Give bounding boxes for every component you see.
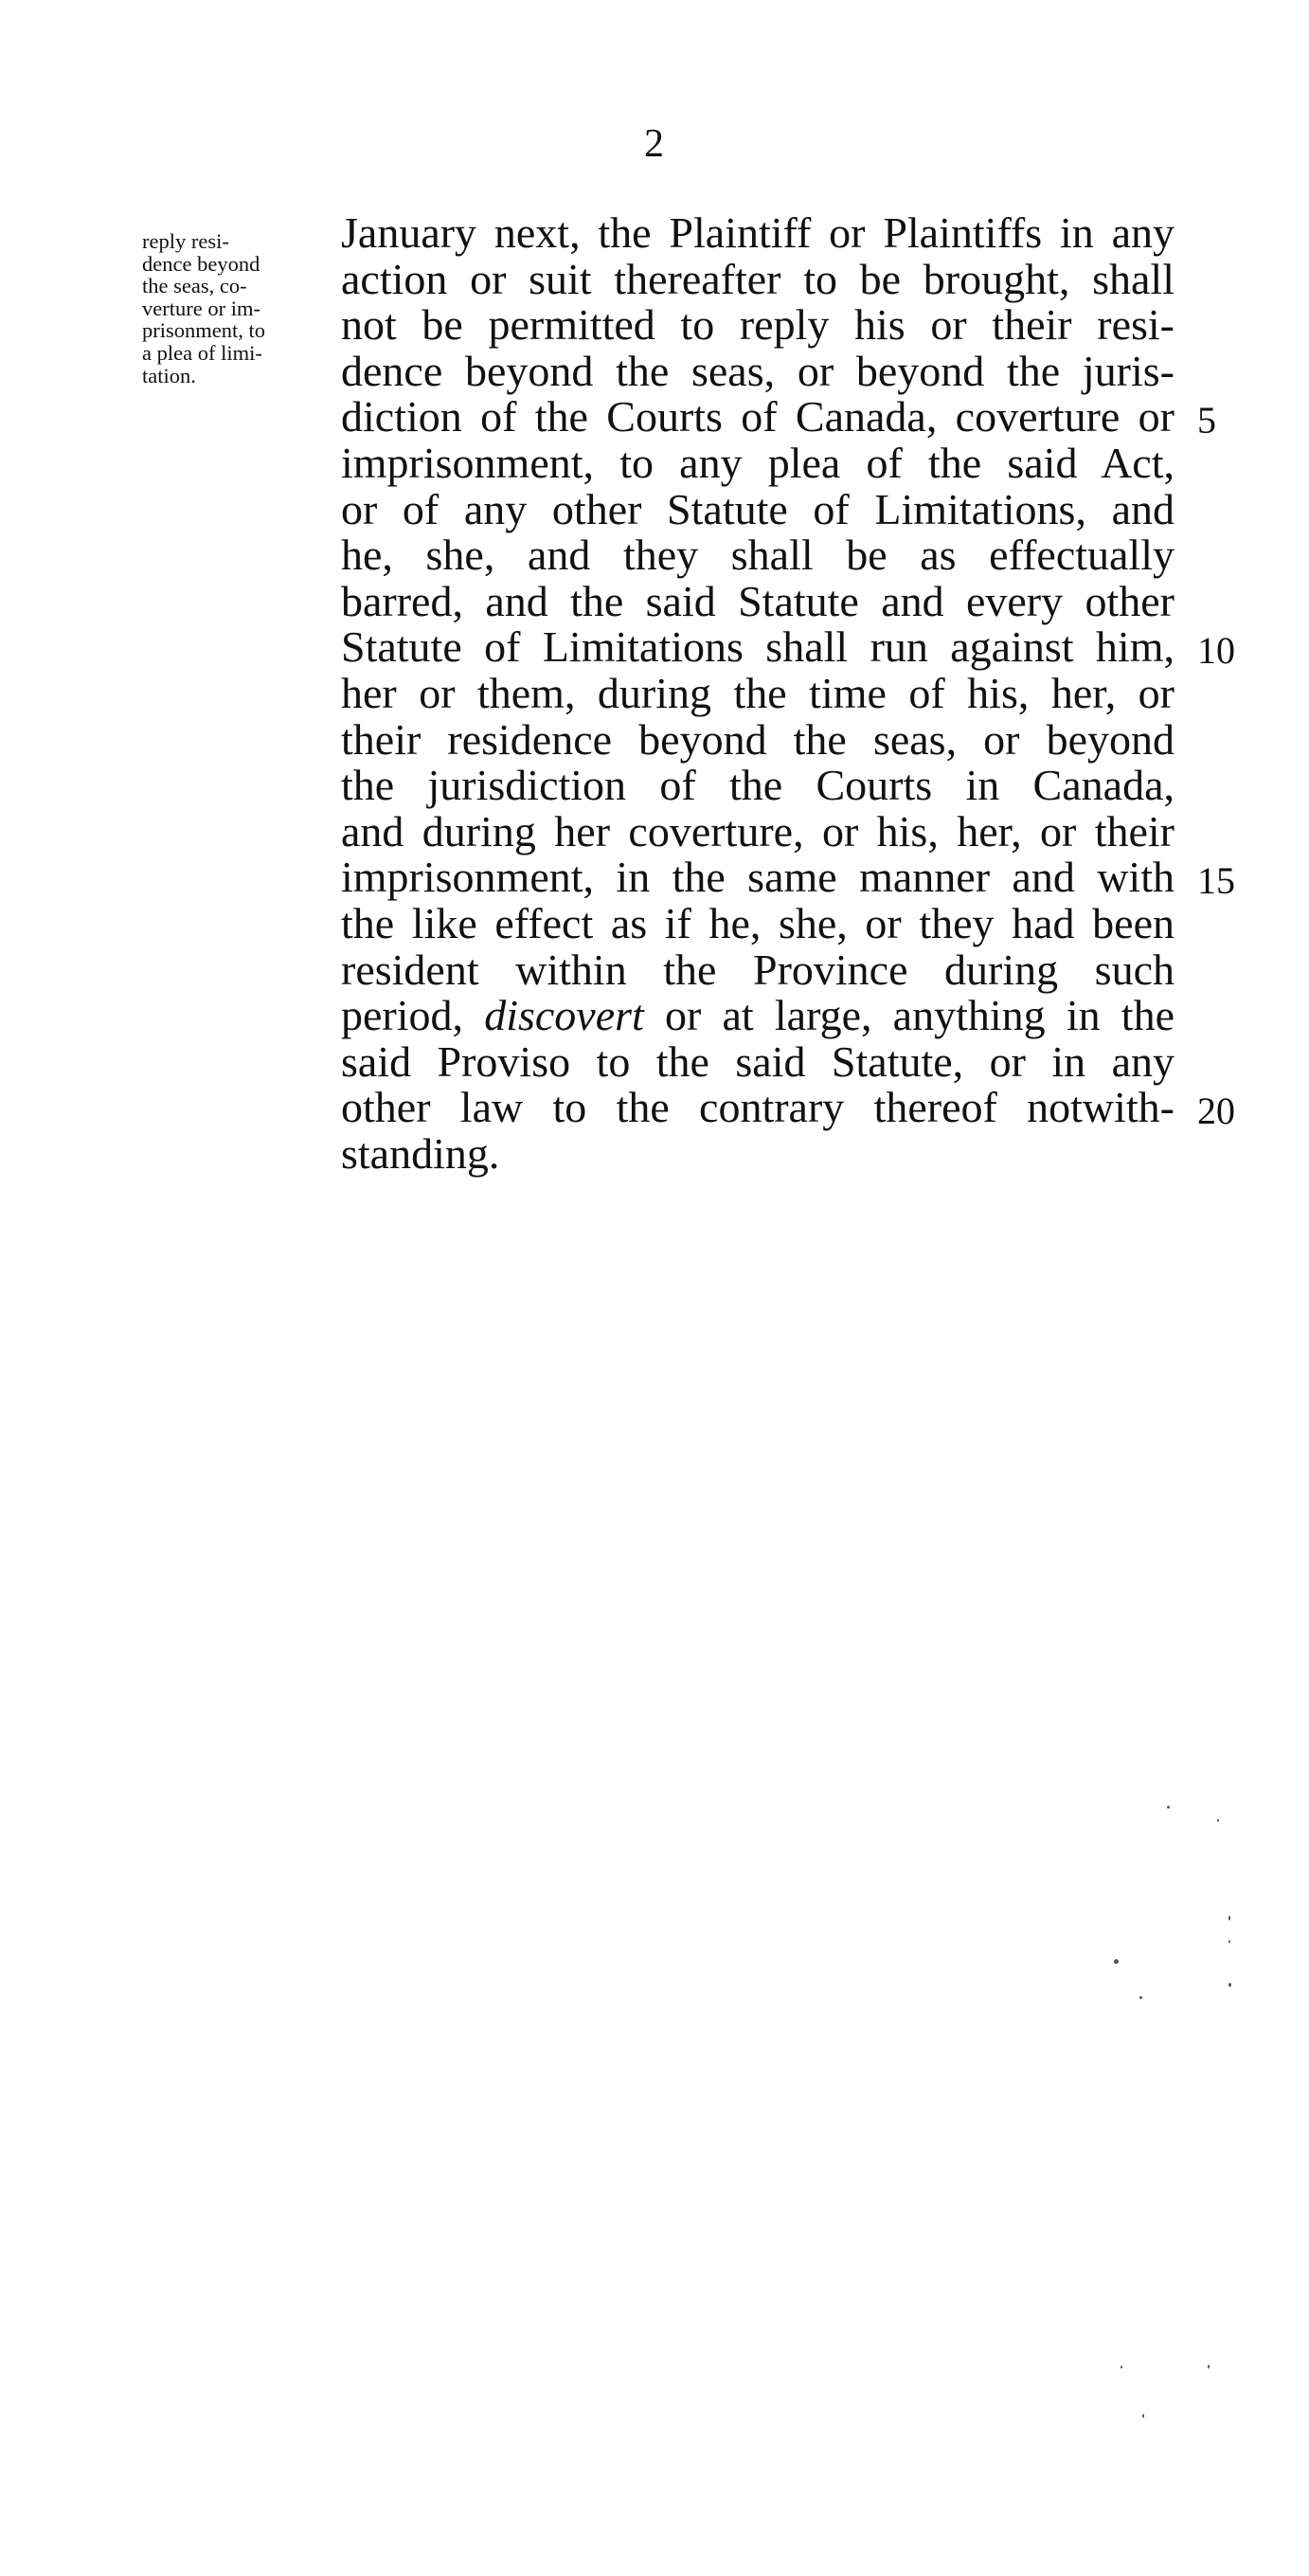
scan-speck: [1228, 1940, 1230, 1943]
line-number: 5: [1197, 399, 1216, 442]
scan-speck: [1228, 1983, 1231, 1987]
line-number: 20: [1197, 1090, 1235, 1133]
scan-speck: [1114, 1959, 1119, 1964]
text-segment: dence beyond the seas, or beyond the juris-: [341, 346, 1175, 395]
text-line: [341, 1036, 1175, 1086]
text-segment: diction of the Courts of Canada, coverture or: [341, 392, 1175, 441]
text-segment: barred, and the said Statute and every other: [341, 576, 1175, 625]
text-segment: resident within the Province during such: [341, 945, 1175, 994]
text-line: [341, 855, 1175, 901]
text-segment: period,: [341, 991, 485, 1040]
text-line: [341, 346, 1175, 395]
margin-note-line: tation.: [142, 363, 196, 387]
text-line: [341, 947, 1175, 994]
text-line: [341, 210, 1175, 257]
text-line: [341, 394, 1175, 441]
text-line: [341, 532, 1175, 579]
margin-note-line: the seas, co-: [142, 274, 247, 298]
line-number: 15: [1197, 859, 1235, 903]
text-line: [341, 763, 1175, 809]
text-segment: their residence beyond the seas, or beyond: [341, 714, 1175, 764]
text-line: [341, 302, 1175, 349]
text-line: [341, 484, 1175, 533]
text-segment: or at large, anything in the: [643, 991, 1175, 1040]
text-segment: imprisonment, to any plea of the said Act,: [341, 438, 1175, 487]
scan-speck: [1228, 1916, 1230, 1920]
text-segment: standing.: [341, 1128, 500, 1178]
text-line: [341, 624, 1175, 671]
margin-note-line: reply resi-: [142, 229, 229, 253]
text-segment: her or them, during the time of his, her, or: [341, 668, 1175, 717]
text-line: [341, 254, 1175, 303]
scan-speck: [1121, 2366, 1122, 2369]
text-line: [341, 898, 1175, 947]
text-line: [341, 993, 1175, 1039]
margin-note-line: dence beyond: [142, 251, 260, 276]
text-segment: and during her coverture, or his, her, or their: [341, 806, 1175, 856]
text-segment: or of any other Statute of Limitations, and: [341, 484, 1175, 533]
text-segment: other law to the contrary thereof notwith-: [341, 1083, 1175, 1132]
body-text: [341, 210, 1175, 1177]
text-segment: said Proviso to the said Statute, or in any: [341, 1036, 1175, 1086]
text-segment: discovert: [484, 991, 644, 1040]
text-segment: he, she, and they shall be as effectually: [341, 531, 1175, 580]
text-segment: the jurisdiction of the Courts in Canada,: [341, 761, 1175, 810]
text-segment: action or suit thereafter to be brought, shall: [341, 254, 1175, 303]
text-line: [341, 668, 1175, 717]
text-line: [341, 1128, 1175, 1178]
text-segment: Statute of Limitations shall run against him,: [341, 622, 1175, 672]
text-segment: January next, the Plaintiff or Plaintiffs in any: [341, 208, 1175, 257]
text-line: [341, 1085, 1175, 1131]
text-segment: imprisonment, in the same manner and with: [341, 853, 1175, 902]
scan-speck: [1208, 2365, 1210, 2369]
text-line: [341, 806, 1175, 856]
scan-speck: [1217, 1819, 1219, 1822]
page-number: 2: [644, 122, 665, 166]
text-segment: the like effect as if he, she, or they had been: [341, 898, 1175, 947]
line-number: 10: [1197, 629, 1235, 673]
text-line: [341, 576, 1175, 625]
text-line: [341, 438, 1175, 487]
scan-speck: [1139, 1996, 1142, 1999]
margin-note-line: a plea of limi-: [142, 340, 262, 365]
margin-note-line: verture or im-: [142, 296, 260, 320]
scan-speck: [1142, 2414, 1144, 2418]
margin-note-line: prisonment, to: [142, 318, 265, 343]
scan-speck: [1167, 1806, 1170, 1809]
margin-note: [142, 230, 332, 387]
text-line: [341, 714, 1175, 764]
text-segment: not be permitted to reply his or their resi-: [341, 300, 1175, 350]
